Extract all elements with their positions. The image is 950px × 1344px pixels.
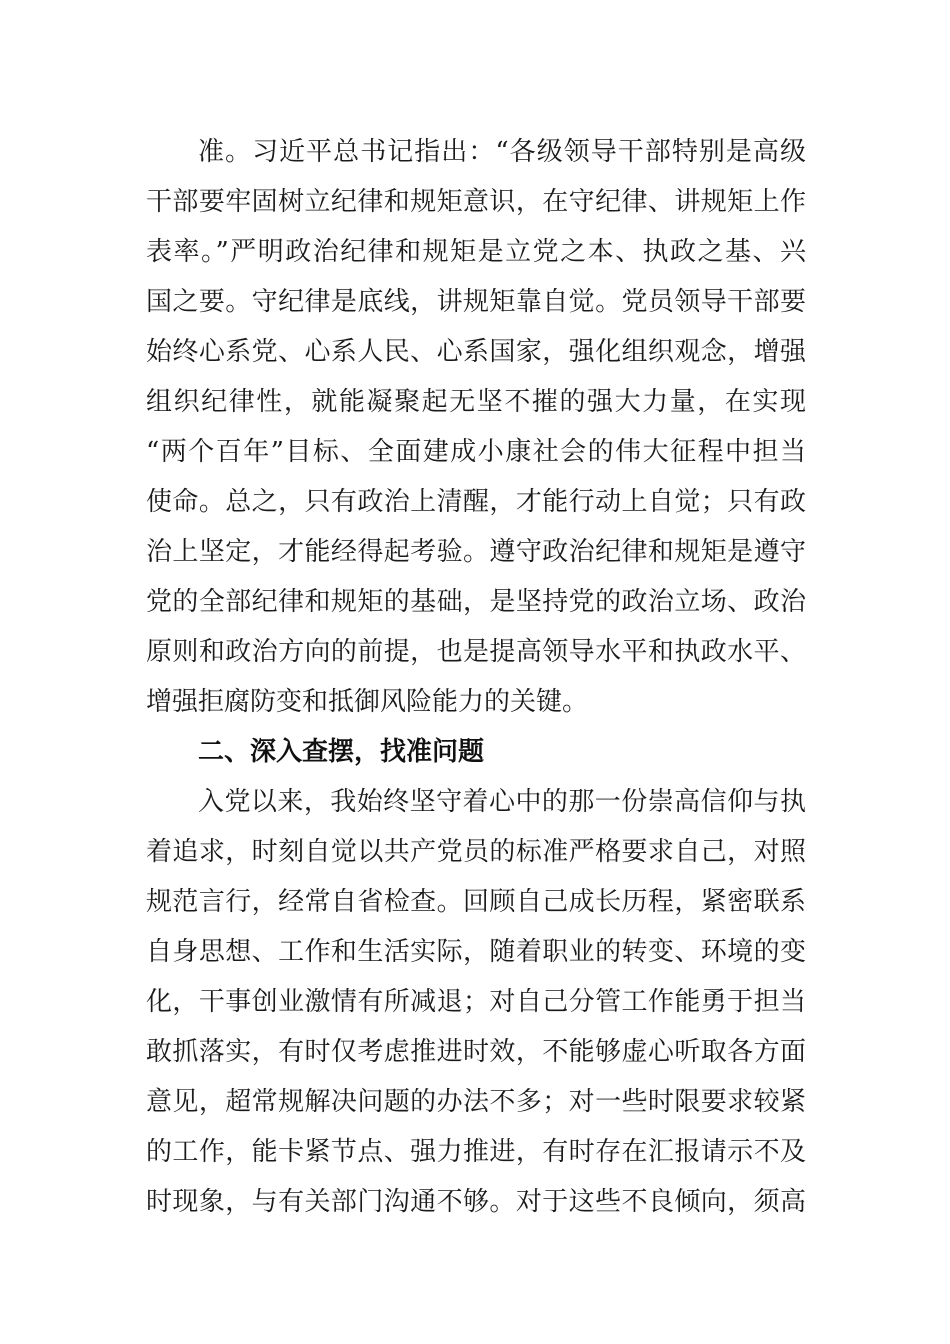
text-line: 准。习近平总书记指出：“各级领导干部特别是高级: [198, 137, 806, 167]
text-line: 始终心系党、心系人民、心系国家，强化组织观念，增强: [146, 337, 806, 367]
text-line: 党的全部纪律和规矩的基础，是坚持党的政治立场、政治: [146, 587, 806, 617]
text-line: 自身思想、工作和生活实际，随着职业的转变、环境的变: [146, 937, 806, 967]
text-line: 干部要牢固树立纪律和规矩意识，在守纪律、讲规矩上作: [146, 187, 806, 217]
text-line: 化，干事创业激情有所减退；对自己分管工作能勇于担当: [146, 987, 806, 1017]
section-heading: 二、深入查摆，找准问题: [198, 737, 485, 767]
text-line: 敢抓落实，有时仅考虑推进时效，不能够虚心听取各方面: [146, 1037, 806, 1067]
text-line: 组织纪律性，就能凝聚起无坚不摧的强大力量，在实现: [146, 387, 806, 417]
text-line: 使命。总之，只有政治上清醒，才能行动上自觉；只有政: [146, 487, 806, 517]
text-line: 规范言行，经常自省检查。回顾自己成长历程，紧密联系: [146, 887, 806, 917]
text-line: 治上坚定，才能经得起考验。遵守政治纪律和规矩是遵守: [146, 537, 806, 567]
text-line: 增强拒腐防变和抵御风险能力的关键。: [146, 687, 589, 717]
text-line: 表率。”严明政治纪律和规矩是立党之本、执政之基、兴: [146, 237, 806, 267]
text-line: 时现象，与有关部门沟通不够。对于这些不良倾向，须高: [146, 1187, 806, 1217]
text-line: 着追求，时刻自觉以共产党员的标准严格要求自己，对照: [146, 837, 806, 867]
text-line: 原则和政治方向的前提，也是提高领导水平和执政水平、: [146, 637, 806, 667]
text-line: “两个百年”目标、全面建成小康社会的伟大征程中担当: [146, 437, 806, 467]
text-line: 意见，超常规解决问题的办法不多；对一些时限要求较紧: [146, 1087, 806, 1117]
text-line: 的工作，能卡紧节点、强力推进，有时存在汇报请示不及: [146, 1137, 806, 1167]
text-line: 入党以来，我始终坚守着心中的那一份崇高信仰与执: [198, 787, 806, 817]
text-line: 国之要。守纪律是底线，讲规矩靠自觉。党员领导干部要: [146, 287, 806, 317]
